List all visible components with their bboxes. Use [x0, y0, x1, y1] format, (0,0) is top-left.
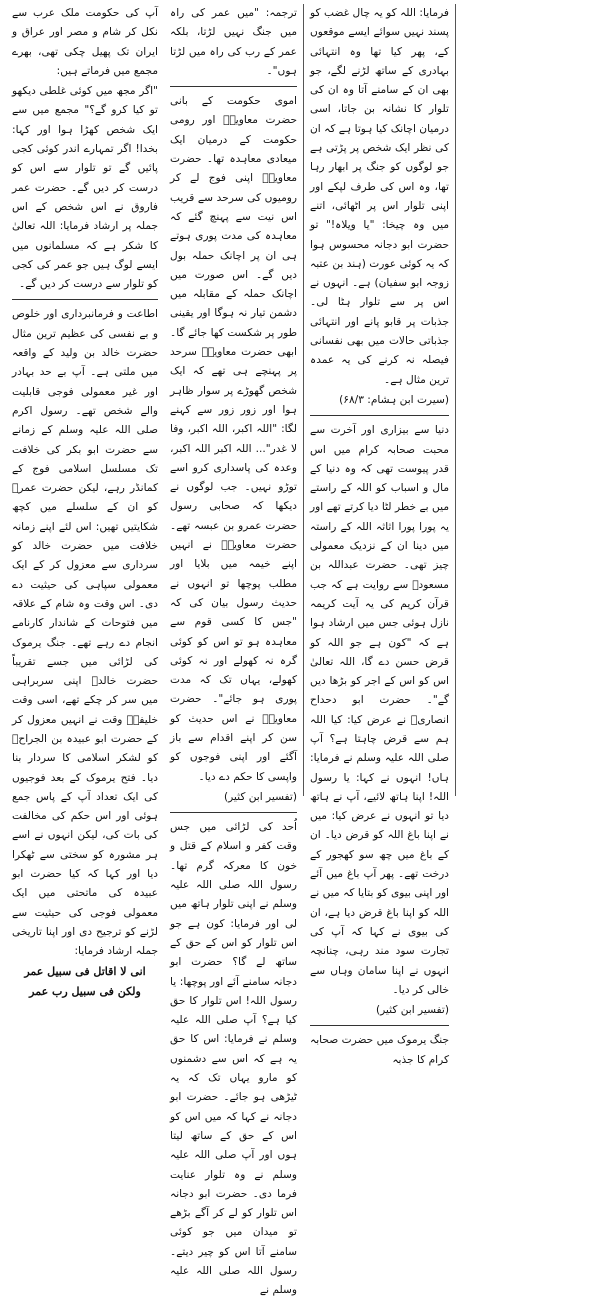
paragraph: اموی حکومت کے بانی حضرت معاویہؓ اور رومی حکومت کے درمیان ایک میعادی معاہدہ تھا۔ حضرت معاویہؓ اپنی فوج لے کر رومیوں کی سرحد سے قریب اس نیت سے پہنچ گئے کہ معاہدہ کی مدت پوری ہوتے ہی ان پر اچانک حملہ بول دیں گے۔ اس صورت میں اچانک حملہ کے مقابلہ میں دشمن تیار نہ ہوگا اور یقینی طور پر شکست کھا جائے گا۔ ابھی حضرت معاویہؓ سرحد پر پہنچے ہی تھے کہ ایک شخص گھوڑے پر سوار ظاہر ہوا اور زور زور سے کہنے لگا: "اللہ اکبر، اللہ اکبر، وفا لا غدر"... اللہ اکبر اللہ اکبر، وعدہ کی پاسداری کرو اسے توڑو نہیں۔ جب لوگوں نے دیکھا کہ صحابی رسول حضرت عمرو بن عبسہ تھے۔ حضرت معاویہؓ نے انہیں اپنے خیمہ میں بلایا اور مطلب پوچھا تو انہوں نے حدیث رسول بیان کی کہ "جس کا کسی قوم سے معاہدہ ہو تو اس کو کوئی گرہ نہ کھولے اور نہ کوئی کھولے، یہاں تک کہ مدت پوری ہو جائے"۔ حضرت معاویہؓ نے اس حدیث کو سن کر اپنے اقدام سے باز آگئے اور اپنی فوجوں کو واپسی کا حکم دے دیا۔: [170, 95, 297, 783]
divider: [12, 299, 158, 300]
paragraph: آپ کی حکومت ملک عرب سے نکل کر شام و مصر اور عراق و ایران تک پھیل چکی تھی، بھرے مجمع میں فرماتے ہیں:: [12, 7, 158, 77]
paragraph: "اگر مجھ میں کوئی غلطی دیکھو تو کیا کرو گے؟" مجمع میں سے ایک شخص کھڑا ہوا اور کہا: بخدا! اگر تمہارے اندر کوئی کجی پائیں گے تو تلوار سے اس کو درست کر دیں گے۔ حضرت عمر فاروق نے اس شخص کے اس جملہ پر ارشاد فرمایا: اللہ تعالیٰ کا شکر ہے کہ مسلمانوں میں ایسے لوگ ہیں جو عمر کی کجی کو تلوار سے درست کر دیں گے۔: [12, 85, 158, 291]
paragraph: اُحد کی لڑائی میں جس وقت کفر و اسلام کے قتل و خون کا معرکہ گرم تھا۔ رسول اللہ صلی اللہ علیہ وسلم نے اپنی تلوار ہاتھ میں لی اور فرمایا: کون ہے جو اس تلوار کو اس کے حق کے ساتھ لے گا؟ حضرت ابو دجانہ سامنے آئے اور پوچھا: یا رسول اللہ! اس تلوار کا حق کیا ہے؟ آپ صلی اللہ علیہ وسلم نے فرمایا: اس کا حق یہ ہے کہ اس سے دشمنوں کو مارو یہاں تک کہ یہ ٹیڑھی ہو جائے۔ حضرت ابو دجانہ نے کہا کہ میں اس کو اس کے حق کے ساتھ لیتا ہوں اور آپ صلی اللہ علیہ وسلم نے وہ تلوار عنایت فرما دی۔ حضرت ابو دجانہ اس تلوار کو لے کر آگے بڑھے تو میدان میں جو کوئی سامنے آتا اس کو چیر دیتے۔ رسول اللہ صلی اللہ علیہ وسلم نے: [170, 821, 297, 1297]
divider: [310, 1025, 449, 1026]
column-2: [164, 4, 304, 1297]
citation-text: (سیرت ابن ہشام: ۶۸/۳): [339, 393, 449, 406]
paragraph: ترجمہ: "میں عمر کی راہ میں جنگ نہیں لڑتا، بلکہ عمر کے رب کی راہ میں لڑتا ہوں"۔: [170, 7, 297, 77]
arabic-quote-line: ولکن فی سبیل رب عمر: [29, 984, 141, 998]
column-1: [6, 4, 164, 998]
divider: [170, 86, 297, 87]
citation-text: (تفسیر ابن کثیر): [375, 1004, 449, 1017]
divider: [170, 812, 297, 813]
arabic-quote-line: انی لا اقاتل فی سبیل عمر: [24, 964, 146, 978]
column-3: [304, 4, 456, 1066]
citation: [310, 391, 449, 410]
paragraph: اطاعت و فرمانبرداری اور خلوص و بے نفسی کی عظیم ترین مثال حضرت خالد بن ولید کے واقعہ میں ملتی ہے۔ آپ بے حد بہادر اور غیر معمولی فوجی قابلیت والے شخص تھے۔ رسول اکرم صلی اللہ علیہ وسلم کے زمانے سے حضرت ابو بکر کی خلافت تک مسلسل اسلامی فوج کے کمانڈر رہے، لیکن حضرت عمرؓ کو ان کے سلسلے میں کچھ شکایتیں تھیں: اس لئے اپنے زمانہ خلافت میں حضرت خالد کو سرداری سے معزول کر کے ایک معمولی سپاہی کی حیثیت دے دی۔ اس وقت وہ شام کے علاقہ میں فتوحات کے شاندار کارنامے انجام دے رہے تھے۔ جنگ یرموک کی لڑائی میں جسے تقریباً حضرت خالدؓ اپنی سربراہی میں سر کر چکے تھے، اسی وقت خلیفہؓ وقت نے انہیں معزول کر کے حضرت ابو عبیدہ بن الجراحؓ کو لشکر اسلامی کا سردار بنا دیا۔ فتح یرموک کے بعد فوجیوں کی ایک تعداد آپ کے پاس جمع ہوئی اور اس حکم کی مخالفت کی بات کی، لیکن انہوں نے اسے ہر مشورہ کو سختی سے ٹھکرا دیا اور کہا کہ کیا حضرت ابو عبیدہ کی ماتحتی میں ایک معمولی فوجی کی حیثیت سے لڑنے کو ترجیح دی اور اپنا تاریخی جملہ ارشاد فرمایا:: [12, 308, 158, 958]
paragraph: دنیا سے بیزاری اور آخرت سے محبت صحابہ کرام میں اس قدر پیوست تھی کہ وہ دنیا کے مال و اسباب کو اللہ کے راستے میں بے خطر لٹا دیا کرتے تھے اور یہ پورا پورا اثاثہ اللہ کے راستہ میں دینا ان کے نزدیک معمولی چیز تھی۔ حضرت عبداللہ بن مسعودؓ سے روایت ہے کہ جب قرآن کریم کی یہ آیت کریمہ نازل ہوئی جس میں ارشاد ہوا ہے کہ "کون ہے جو اللہ کو قرض حسن دے گا، اللہ تعالیٰ اس کو اس کے اجر کو بڑھا دیں گے"۔ حضرت ابو دحداح انصاریؓ نے عرض کیا: کیا اللہ ہم سے قرض چاہتا ہے؟ آپ صلی اللہ علیہ وسلم نے فرمایا: ہاں! انہوں نے کہا: یا رسول اللہ! اپنا ہاتھ لائیے، آپ نے ہاتھ دیا تو انہوں نے عرض کیا: میں نے اپنا باغ اللہ کو قرض دیا۔ ان کے باغ میں چھ سو کھجور کے درخت تھے۔ پھر آپ باغ میں آئے اور اپنی بیوی کو بتایا کہ میں نے اللہ کو اپنا باغ قرض دیا ہے، ان کی بیوی نے کہا کہ آپ کی تجارت سود مند رہی، چنانچہ انہوں نے اپنا سامان وہاں سے خالی کر دیا۔: [310, 424, 449, 996]
divider: [310, 415, 449, 416]
citation: [170, 788, 297, 807]
citation-text: (تفسیر ابن کثیر): [223, 790, 297, 803]
paragraph: فرمایا: اللہ کو یہ چال غضب کو پسند نہیں سوائے ایسے موقعوں کے، پھر کیا تھا وہ انتہائی بہادری کے ساتھ لڑنے لگے، جو بھی ان کے سامنے آتا وہ ان کی تلوار کا نشانہ بن جاتا، اسی درمیان اچانک کیا ہوتا ہے کہ ان کی نظر ایک شخص پر پڑتی ہے جو لوگوں کو جنگ پر ابھار رہا تھا، وہ اس کی طرف لپکے اور اپنی تلوار اس پر اٹھائی، اتنے میں وہ چیخا: "یا ویلاہ!" تو حضرت ابو دجانہ محسوس ہوا کہ یہ کوئی عورت (ہند بن عتبہ زوجہ ابو سفیان) ہے۔ انہوں نے اس پر سے تلوار ہٹا لی۔ جذبات پر قابو پانے اور انتہائی جذباتی حالات میں بھی نفسانی فیصلہ نہ کرنے کی یہ عمدہ ترین مثال ہے۔: [310, 7, 449, 386]
citation: [310, 1001, 449, 1020]
section-heading: جنگ یرموک میں حضرت صحابہ کرام کا جذبہ: [310, 1034, 449, 1066]
